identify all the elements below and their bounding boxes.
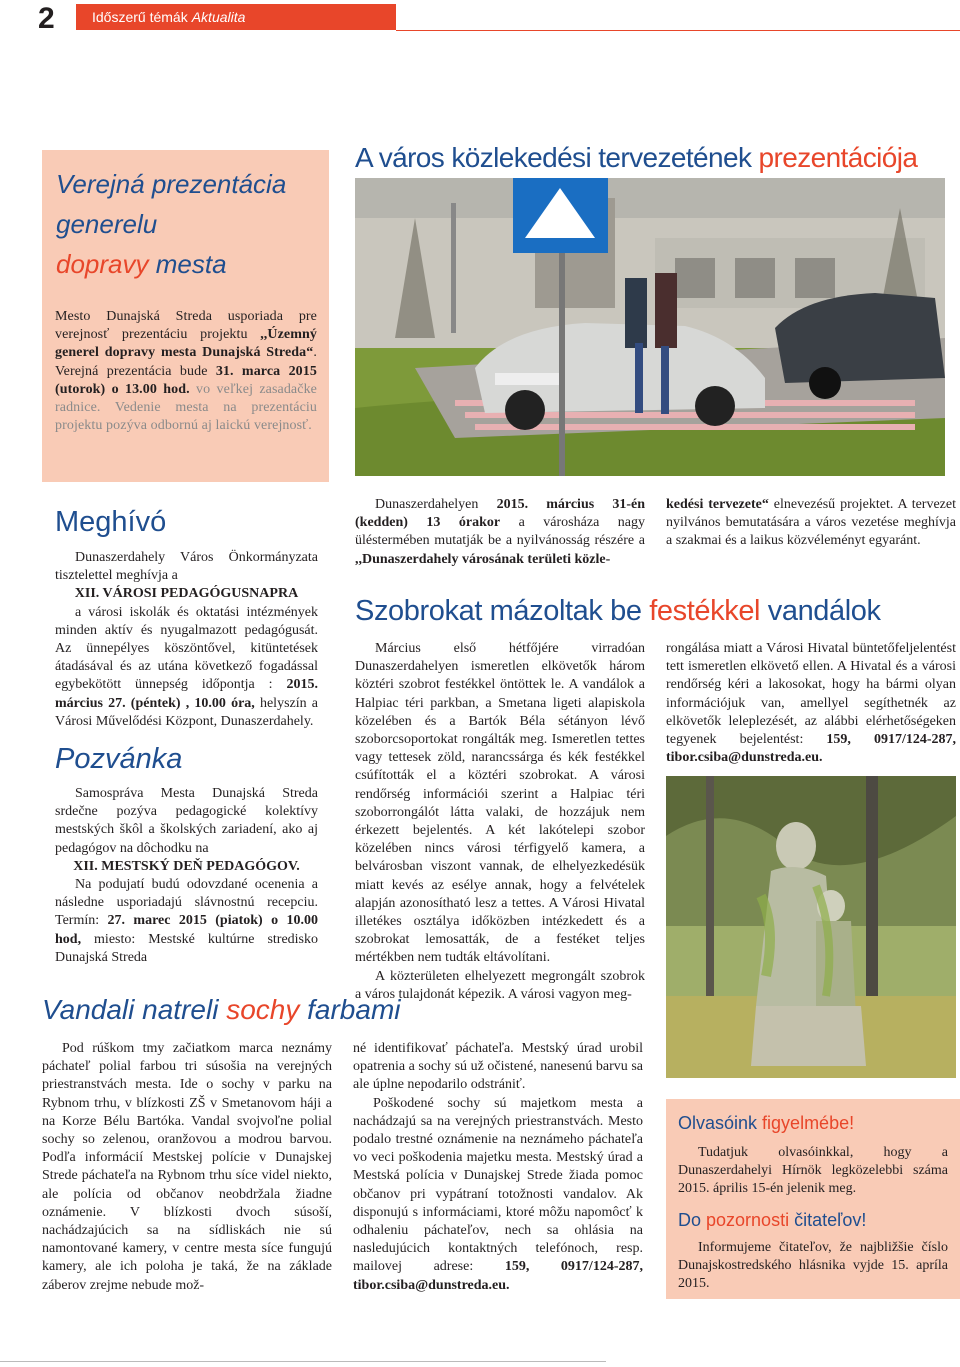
hu-col-b-bold: kedési tervezete“ (666, 497, 769, 512)
meghivo-date: 2015. március 27. (péntek) , 10.00 óra, (55, 677, 318, 711)
header-rule (396, 30, 960, 31)
statue-photo-illustration (666, 776, 956, 1078)
intro-text-bold2: 31. marca 2015 (utorok) o 13.00 hod. (55, 363, 317, 397)
szob-col2-text: rongálása miatt a Városi Hivatal büntetőfeljelentést tett ismeretlen elkövető ellen. A Hivatal és a városi rendőrség kéri a lakosokat, hogy ha bármi olyan információjuk van, amellyel segíthetnék az elkövetők leleplezését, az alábbi elérhetőségeken tegyenek bejelentést: (666, 641, 956, 748)
section-label: Időszerű témák (92, 9, 188, 25)
notice2-title-highlight: pozornosti (706, 1210, 790, 1230)
szob-title-part1: Szobrokat mázoltak be (355, 595, 650, 627)
headline-top-part1: A város közlekedési tervezetének (355, 142, 759, 173)
intro-text-p3: vo veľkej zasadačke radnice. Vedenie mesta na prezentáciu projektu pozýva odbornú aj laickú verejnosť. (55, 381, 317, 434)
pozvanka-text1: Samospráva Mesta Dunajská Streda srdečne pozýva pedagogické kolektívy mestských škôl a školských zariadení, ako aj pedagógov na dôchodku na (55, 786, 318, 856)
hu-article-col-a (355, 496, 645, 569)
pozvanka-title: Pozvánka (55, 743, 183, 775)
hu-col-b-text: elnevezésű projektet. A tervezet nyilvános bemutatására a város vezetése meghívja a szakmai és a laikus közvéleményt egyaránt. (666, 497, 957, 549)
meghivo-line3: a városi iskolák és oktatási intézmények minden aktív és nyugalmazott pedagógusát. Az ünnepélyes köszöntővel, kitüntetések átadásával és az utána következő fogadással egybekötött ünnepség időpontja : (55, 604, 318, 693)
hu-article-col-b (666, 496, 956, 551)
meghivo-venue: helyszín a Városi Művelődési Központ, Dunaszerdahely. (55, 695, 319, 729)
hu-col-a-bold1: 2015. március 31-én (kedden) 13 órakor (355, 497, 645, 531)
intro-title-line2: generelu (56, 209, 158, 239)
vandali-col1-text: Pod rúškom tmy začiatkom marca neznámy páchateľ polial farbou tri súsošia na verejných priestranstvách mesta. Ide o sochy v parku na Rybnom trhu, v blízkosti ZŠ v Smetanovom háji a na Korze Bélu Bartóka. Vandal svojvoľne polial sochy so zelenou, oranžovou a modrou barvou. Podľa informácií Mestskej polície v Dunajskej Strede páchateľa na Rybnom trhu síce videl niekto, ale polícia od občanov neobdržala žiadne oznámenie. V blízkosti dvoch súsoší, nachádzajúcich sa na sídliskách nie sú namontované kamery, v centre mesta síce fungujú kamery, ale ich poloha je taká, že na základe záberov zrejme nebude mož- (42, 1041, 332, 1293)
intro-title-line3 (56, 244, 326, 284)
vandali-col2-p1: né identifikovať páchateľa. Mestský úrad urobil opatrenia a sochy sú už očistené, nanesenú barvu sa ale úplne nepodarilo odstrániť. (353, 1041, 643, 1093)
intro-title-rest: mesta (148, 249, 227, 279)
intro-title (56, 164, 326, 284)
meghivo-text (55, 549, 318, 731)
vandali-title-part3: farbami (299, 994, 401, 1025)
szobrokat-col2 (666, 640, 956, 767)
section-sub-label: Aktualita (191, 9, 246, 25)
intro-text-p1: Mesto Dunajská Streda usporiada pre verejnosť prezentáciu projektu (55, 309, 317, 343)
footer-rule (0, 1361, 606, 1362)
vandali-col1 (42, 1040, 332, 1295)
pozvanka-text3: Na podujatí budú odovzdané ocenenia a následne usporiadajú slávnostnú recepciu. Termín: (55, 877, 318, 929)
intro-text-p2: . Verejná prezentácia bude (55, 345, 317, 379)
notice2-title-part3: čitateľov! (789, 1210, 867, 1230)
notice1-title-highlight: figyelmébe! (762, 1113, 855, 1133)
headline-top-highlight: prezentációja (758, 142, 918, 173)
vandali-col2-p2: Poškodené sochy sú majetkom mesta a nachádzajú sa na verejných priestranstvách. Mesto podalo trestné oznámenie na neznámeho páchateľa vo veci poškodenia majetku mesta. Mestský úrad a Mestská polícia v Dunajskej Strede žiada pomoc občanov pri vypátraní totožnosti vandalov. Ak disponujú s informáciami, ktoré môžu napomôcť k odhaleniu páchateľov, nech sa ohlásia na nasledujúcich kontaktných telefónoch, resp. mailovej adrese: (353, 1095, 643, 1275)
notice2-body: Informujeme čitateľov, že najbližšie číslo Dunajskostredského hlásnika vyjde 15. apríla 2015. (678, 1240, 948, 1292)
hu-col-a-text1: Dunaszerdahelyen (375, 497, 497, 512)
hu-col-a-text2: a városháza nagy üléstermében mutatják be a nyilvánosság részére a (355, 515, 645, 549)
pozvanka-date: 27. marec 2015 (piatok) o 10.00 hod, (55, 913, 318, 947)
szobrokat-title (355, 595, 881, 628)
street-photo (355, 178, 945, 476)
szob-col1-p2: A közterületen elhelyezett megrongált szobrok a város tulajdonát képezik. A városi vagyon meg- (355, 968, 645, 1002)
pozvanka-event-name: XII. MESTSKÝ DEŇ PEDAGÓGOV. (73, 858, 300, 874)
vandali-title-highlight: sochy (226, 994, 300, 1025)
meghivo-event-name: XII. VÁROSI PEDAGÓGUSNAPRA (74, 586, 299, 602)
szobrokat-col1 (355, 640, 645, 1004)
hu-col-a-bold2: ,,Dunaszerdahely városának területi közle- (355, 551, 611, 567)
szob-col1-p1: Március első hétfőjére virradóan Dunaszerdahelyen ismeretlen elkövetők három köztéri szobrot festékkel öntöttek le. A vandálok a Halpiac téri parkban, a Smetana ligeti alapiskola közelében és a Bartók Béla sétányon lévő szoborcsoportokat rongálták meg. Ismeretlen tettes vagy tettesek zöld, narancssárga és kék festékkel csúfították el a köztéri szobrokat. A városi rendőrség információi szerint a Halpiac téri szoborrongálót látta valaki, de hozzájuk nem érkezett bejelentés. A két lakótelepi szobor közelében nincs városi térfigyelő kamera, a belvárosban viszont vannak, de elhelyezkedésük miatt kevés az esélye annak, hogy a felvételek alapján azonosítható lesz a tettes. A Városi Hivatal illetékes osztálya időközben intézkedett és a szobrokat lemosatták, de a festéket teljes mértékben nem tudták eltávolítani. (355, 641, 645, 966)
vandali-col2 (353, 1040, 643, 1295)
vandali-title (42, 994, 401, 1026)
vandali-title-part1: Vandali natreli (42, 994, 227, 1025)
intro-text (55, 308, 317, 435)
notice2-text (678, 1239, 948, 1294)
page-number: 2 (38, 2, 55, 35)
street-photo-illustration (355, 178, 945, 476)
headline-top (355, 142, 955, 174)
notice2-title (678, 1210, 866, 1231)
notice2-title-part1: Do (678, 1210, 707, 1230)
szob-col2-contact: 159, 0917/124-287, tibor.csiba@dunstreda.eu. (666, 732, 956, 766)
section-header (76, 4, 396, 30)
intro-text-bold1: ,,Územný generel dopravy mesta Dunajská Streda“ (55, 327, 317, 361)
szob-title-highlight: festékkel (649, 595, 761, 627)
notice1-body: Tudatjuk olvasóinkkal, hogy a Dunaszerdahelyi Hírnök legközelebbi száma 2015. április 15-én jelenik meg. (678, 1145, 948, 1197)
intro-title-line1: Verejná prezentácia (56, 169, 287, 199)
meghivo-line1: Dunaszerdahely Város Önkormányzata tisztelettel meghívja a (55, 550, 318, 584)
pozvanka-text (55, 785, 318, 967)
meghivo-title: Meghívó (55, 506, 167, 538)
notice1-title (678, 1113, 854, 1134)
intro-title-highlight: dopravy (56, 249, 149, 279)
notice1-text (678, 1144, 948, 1199)
szob-title-part3: vandálok (760, 595, 881, 627)
statue-photo (666, 776, 956, 1078)
pozvanka-venue: miesto: Mestské kultúrne stredisko Dunajská Streda (55, 931, 318, 965)
vandali-col2-contact: 159, 0917/124-287, tibor.csiba@dunstreda.eu. (353, 1259, 643, 1293)
notice1-title-part1: Olvasóink (678, 1113, 763, 1133)
